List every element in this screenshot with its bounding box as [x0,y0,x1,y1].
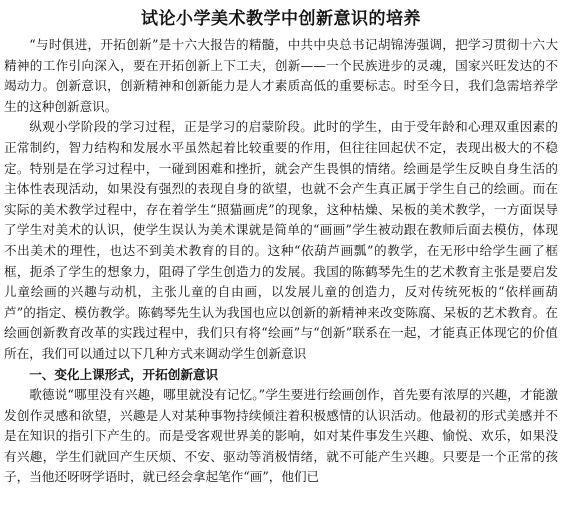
section-heading: 一、变化上课形式，开拓创新意识 [29,366,219,382]
paragraph-section-one: 歌德说“哪里没有兴趣，哪里就没有记忆。”学生要进行绘画创作，首先要有浓厚的兴趣，才能激发创作灵感和欲望，兴趣是人对某种事物持续倾注着积极感情的认识活动。他最初的形式美感并不是在知识的指引下产生的。而是受客观世界美的影响，如对某件事发生兴趣、愉悦、欢乐，如果没有兴趣，学生们就回产生厌烦、不安、驱动等消极情绪，就不可能产生兴趣。只要是一个正常的孩子，当他还呀呀学语时，就已经会拿起笔作“画”，他们已 [4,387,558,485]
paragraph-overview: 纵观小学阶段的学习过程，正是学习的启蒙阶段。此时的学生，由于受年龄和心理双重因素的正常制约，智力结构和发展水平虽然起着比较重要的作用，但往往回起伏不定，表现出极大的不稳定。特别是在学习过程中，一碰到困难和挫折，就会产生畏惧的情绪。绘画是学生反映自身生活的主体性表现活动，如果没有强烈的表现自身的欲望，也就不会产生真正属于学生自己的绘画。而在实际的美术教学过程中，存在着学生“照猫画虎”的现象，这种枯燥、呆板的美术教学，一方面误导了学生对美术的认识，使学生误认为美术课就是简单的“画画”学生被动跟在教师后面去模仿，体现不出美术的理性，也达不到美术教育的目的。这种“依葫芦画瓢”的教学，在无形中给学生画了框框，扼杀了学生的想象力，阻碍了学生创造力的发展。我国的陈鹤琴先生的艺术教育主张是要启发儿童绘画的兴趣与动机，主张儿童的自由画，以发展儿童的创造力，反对传统死板的“依样画葫芦”的指定、模仿教学。陈鹤琴先生认为我国也应以创新的新精神来改变陈腐、呆板的艺术教育。在绘画创新教育改革的实践过程中，我们只有将“绘画”与“创新”联系在一起，才能真正体现它的价值所在，我们可以通过以下几种方式来调动学生创新意识 [4,119,558,361]
article-title: 试论小学美术教学中创新意识的培养 [141,9,421,29]
paragraph-intro: “与时俱进，开拓创新”是十六大报告的精髓，中共中央总书记胡锦涛强调，把学习贯彻十六大精神的工作引向深入，要在开拓创新上下工夫，创新——一个民族进步的灵魂，国家兴旺发达的不竭动力。创新意识，创新精神和创新能力是人才素质高低的重要标志。时至今日，我们急需培养学生的这种创新意识。 [4,37,558,114]
